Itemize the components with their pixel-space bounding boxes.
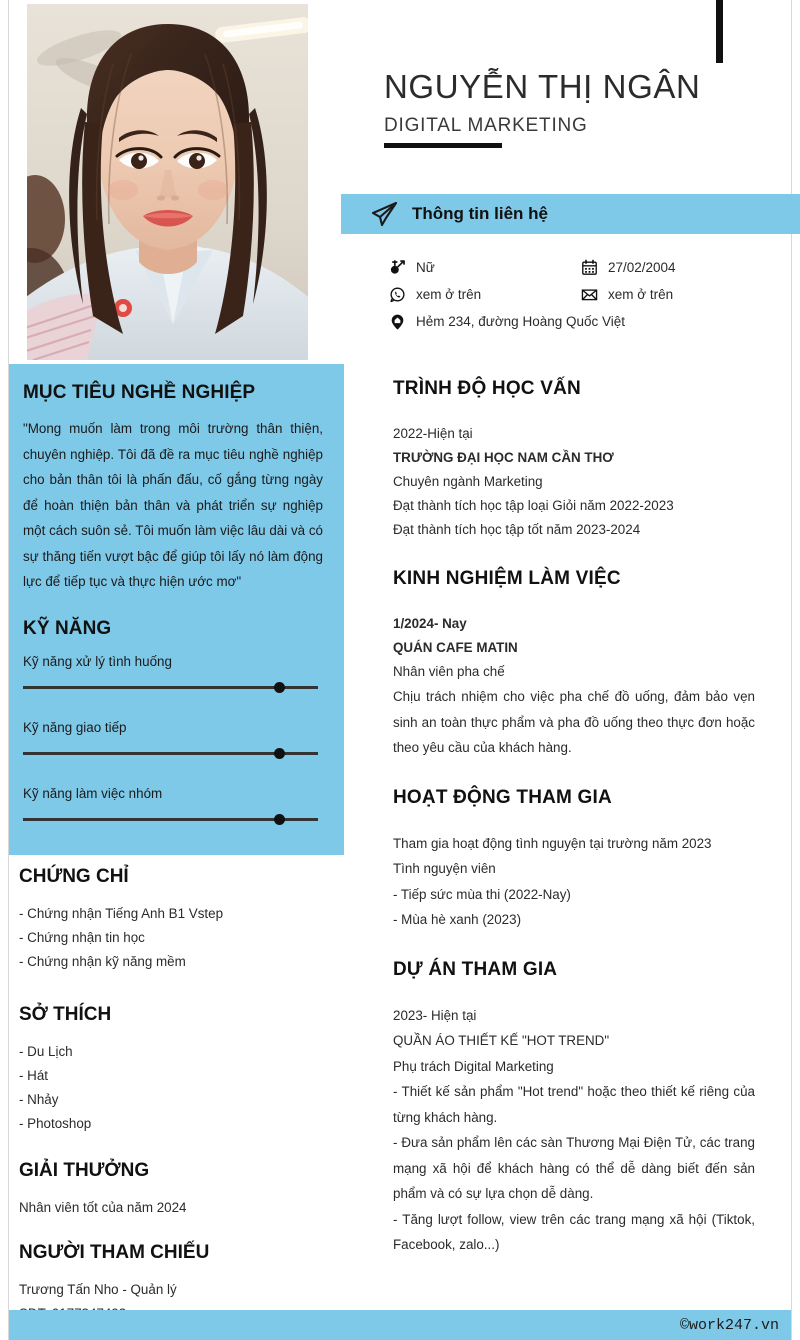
skill-item (23, 786, 323, 825)
project-position: Phụ trách Digital Marketing (393, 1058, 554, 1074)
spacer (393, 809, 755, 831)
contact-address (388, 312, 625, 331)
contact-gender (388, 258, 580, 277)
slider-handle[interactable] (274, 682, 285, 693)
skill-slider[interactable] (23, 815, 323, 825)
calendar-icon (580, 258, 599, 277)
reference-name: Trương Tấn Nho - Quản lý (19, 1282, 177, 1297)
experience-heading: KINH NGHIỆM LÀM VIỆC (393, 568, 621, 589)
spacer (19, 1136, 344, 1160)
certificates-heading: CHỨNG CHỈ (19, 866, 129, 887)
experience-description: Chịu trách nhiệm cho việc pha chế đồ uống, đảm bảo vẹn sinh an toàn thực phẩm và pha đồ uống theo thực đơn hoặc theo yêu cầu của khách hàng. (393, 689, 755, 755)
skill-label: Kỹ năng làm việc nhóm (23, 786, 163, 801)
education-major: Chuyên ngành Marketing (393, 474, 543, 489)
contact-row (388, 312, 788, 331)
contact-birthdate (580, 258, 676, 277)
right-column (393, 378, 755, 1258)
gender-icon (388, 258, 407, 277)
phone-circle-icon (388, 285, 407, 304)
contact-birthdate-text: 27/02/2004 (608, 260, 676, 275)
project-bullet: - Tăng lượt follow, view trên các trang mạng xã hội (Tiktok, Facebook, zalo...) (393, 1211, 755, 1252)
hobbies-heading: SỞ THÍCH (19, 1004, 112, 1025)
footer-bar (9, 1310, 791, 1340)
experience-company: QUÁN CAFE MATIN (393, 640, 518, 655)
spacer (393, 400, 755, 422)
contact-row (388, 285, 788, 304)
hobby-item: - Du Lịch (19, 1044, 73, 1059)
activity-line: - Mùa hè xanh (2023) (393, 912, 522, 927)
contact-address-text: Hẻm 234, đường Hoàng Quốc Việt (416, 314, 626, 329)
spacer (19, 974, 344, 1004)
contact-phone (388, 285, 580, 304)
spacer (393, 542, 755, 568)
certificate-item: - Chứng nhận kỹ năng mềm (19, 954, 186, 969)
watermark: ©work247.vn (679, 1316, 779, 1334)
skills-heading: KỸ NĂNG (23, 618, 112, 639)
hobby-item: - Nhảy (19, 1092, 59, 1107)
skill-label: Kỹ năng giao tiếp (23, 720, 127, 735)
experience-position: Nhân viên pha chế (393, 664, 505, 679)
education-achievement: Đạt thành tích học tập loại Giỏi năm 2022-2023 (393, 498, 674, 513)
spacer (19, 1220, 344, 1242)
spacer (393, 933, 755, 959)
decorative-vertical-bar (716, 0, 723, 63)
skill-item (23, 720, 323, 759)
projects-heading: DỰ ÁN THAM GIA (393, 958, 558, 980)
skills-list (23, 654, 323, 852)
certificate-item: - Chứng nhận tin học (19, 930, 145, 945)
skill-slider[interactable] (23, 749, 323, 759)
activity-line: Tham gia hoạt động tình nguyện tại trường năm 2023 (393, 835, 712, 851)
project-bullet: - Thiết kế sản phẩm "Hot trend" hoặc theo thiết kế riêng của từng khách hàng. (393, 1084, 755, 1125)
envelope-icon (580, 285, 599, 304)
project-bullet: - Đưa sản phẩm lên các sàn Thương Mại Điện Tử, các trang mạng xã hội để khách hàng có thể dễ dàng biết đến sản phẩm và có sự lựa chọn dễ dàng. (393, 1135, 755, 1201)
award-item: Nhân viên tốt của năm 2024 (19, 1200, 187, 1215)
activity-line: Tình nguyện viên (393, 861, 496, 876)
activity-line: - Tiếp sức mùa thi (2022-Nay) (393, 886, 571, 902)
objective-heading: MỤC TIÊU NGHỀ NGHIỆP (23, 382, 256, 403)
send-icon (369, 200, 399, 228)
job-role: DIGITAL MARKETING (384, 115, 588, 136)
contact-details (388, 258, 788, 339)
references-heading: NGƯỜI THAM CHIẾU (19, 1242, 210, 1263)
profile-photo (27, 4, 308, 360)
slider-handle[interactable] (274, 748, 285, 759)
spacer (393, 981, 755, 1003)
skill-label: Kỹ năng xử lý tình huống (23, 654, 172, 669)
spacer (393, 761, 755, 787)
skill-item (23, 654, 323, 693)
awards-heading: GIẢI THƯỞNG (19, 1160, 150, 1181)
skill-slider[interactable] (23, 683, 323, 693)
slider-handle[interactable] (274, 814, 285, 825)
spacer (393, 590, 755, 612)
education-achievement: Đạt thành tích học tập tốt năm 2023-2024 (393, 522, 641, 537)
left-blue-panel (9, 364, 344, 855)
page-title: NGUYỄN THỊ NGÂN (384, 68, 701, 105)
project-title: QUẦN ÁO THIẾT KẾ "HOT TREND" (393, 1033, 610, 1048)
education-period: 2022-Hiện tại (393, 426, 473, 441)
location-pin-icon (388, 312, 407, 331)
objective-text: "Mong muốn làm trong môi trường thân thiện, chuyên nghiệp. Tôi đã đề ra mục tiêu nghề nghiệp cho bản thân tôi là phấn đấu, cố gắng từng ngày để hoàn thiện bản thân và phát triển sự nghiệp một cách suôn sẻ. Tôi muốn làm việc lâu dài và có sự thăng tiến vượt bậc để giúp tôi lấy nó làm động lực để tiếp tục và thực hiện ước mơ" (23, 421, 323, 589)
education-heading: TRÌNH ĐỘ HỌC VẤN (393, 378, 581, 399)
certificate-item: - Chứng nhận Tiếng Anh B1 Vstep (19, 906, 224, 921)
project-period: 2023- Hiện tại (393, 1007, 477, 1023)
experience-period: 1/2024- Nay (393, 616, 467, 631)
contact-row (388, 258, 788, 277)
contact-section-header (341, 194, 800, 234)
activities-heading: HOẠT ĐỘNG THAM GIA (393, 786, 612, 808)
role-underline (384, 143, 502, 148)
contact-phone-text: xem ở trên (416, 287, 482, 302)
contact-email-text: xem ở trên (608, 287, 674, 302)
contact-gender-text: Nữ (416, 260, 435, 275)
contact-section-title: Thông tin liên hệ (412, 204, 548, 223)
contact-email (580, 285, 673, 304)
hobby-item: - Hát (19, 1068, 49, 1083)
hobby-item: - Photoshop (19, 1116, 92, 1131)
left-lower-column (19, 866, 344, 1326)
education-school: TRƯỜNG ĐẠI HỌC NAM CẦN THƠ (393, 450, 614, 465)
